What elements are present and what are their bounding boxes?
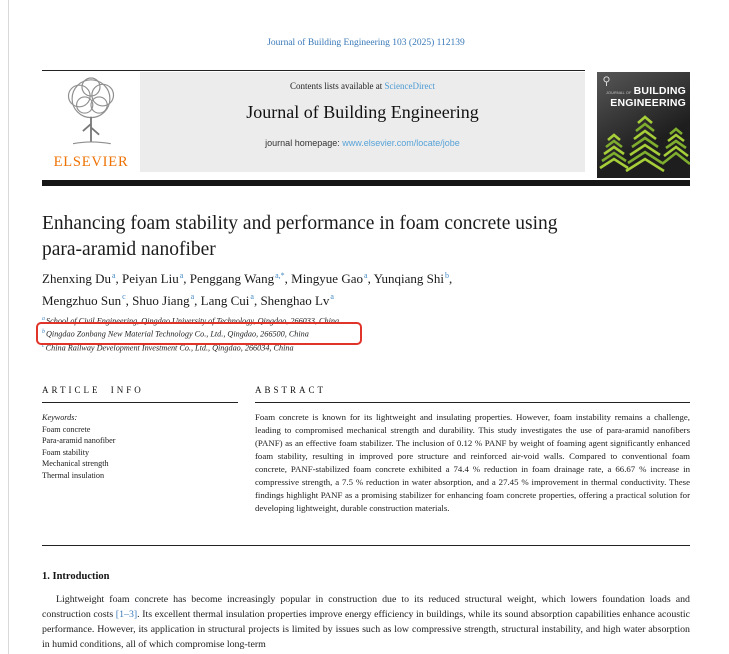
masthead-center-box bbox=[140, 72, 585, 172]
author-row-2 bbox=[42, 288, 682, 309]
journal-masthead bbox=[42, 70, 690, 186]
author: Yunqiang Shi$^b$, bbox=[373, 271, 453, 287]
contents-line bbox=[140, 81, 585, 91]
abstract-column bbox=[255, 385, 690, 515]
author: Peiyan Liu$^a$, bbox=[122, 271, 190, 287]
cover-tree-icon bbox=[597, 113, 690, 175]
abstract-text: Foam concrete is known for its lightweight and insulating properties. However, foam instability remains a challenge, leading to compromised mechanical strength and durability. This study investigates the use of para-aramid nanofibers (PANF) as an effective foam stabilizer. The inclusion of 0.12 % PANF by weight of foaming agent significantly enhanced foam stability, resulting in improved pore structure and reinforced air-void walls. Compared to conventional foam concrete, PANF-stabilized foam concrete exhibited a 74.4 % reduction in foam drainage rate, a 66.67 % increase in compressive strength, a 7.5 % reduction in water absorption, and a 27.45 % improvement in thermal conductivity. These findings highlight PANF as a promising stabilizer for enhancing foam concrete properties, offering a practical solution for developing lightweight, durable construction materials. bbox=[255, 412, 690, 514]
keyword: Foam stability bbox=[42, 447, 90, 457]
homepage-link[interactable]: www.elsevier.com/locate/jobe bbox=[342, 138, 460, 148]
elsevier-wordmark: ELSEVIER bbox=[53, 154, 129, 170]
author-affiliation-sup: a bbox=[364, 271, 368, 280]
sciencedirect-link[interactable]: ScienceDirect bbox=[384, 81, 435, 91]
author-row-1 bbox=[42, 267, 682, 288]
author: Penggang Wang$^{a,*}$, bbox=[189, 271, 292, 287]
keyword: Foam concrete bbox=[42, 424, 91, 434]
article-info-rule bbox=[42, 402, 238, 403]
introduction-heading: 1. Introduction bbox=[42, 571, 110, 582]
article-title-line1: Enhancing foam stability and performance in foam concrete using bbox=[42, 213, 558, 234]
intro-text-before: Lightweight foam concrete has become increasingly popular in construction due to its reduced structural weight, which lowers foundation loads and construction costs bbox=[42, 594, 690, 620]
keyword: Thermal insulation bbox=[42, 470, 105, 480]
author-affiliation-sup: a bbox=[179, 271, 184, 280]
citation-link[interactable]: [1–3] bbox=[115, 609, 138, 620]
author-list bbox=[42, 267, 682, 310]
abstract-rule bbox=[255, 402, 690, 403]
affiliation-row: $^b$Qingdao Zonbang New Material Technology Co., Ltd., Qingdao, 266500, China bbox=[42, 329, 309, 340]
author-affiliation-sup: a bbox=[330, 292, 334, 302]
keyword: Para-aramid nanofiber bbox=[42, 436, 116, 446]
author-affiliation-sup: b bbox=[445, 271, 450, 280]
keyword: Mechanical strength bbox=[42, 459, 109, 469]
abstract-bottom-rule bbox=[42, 545, 690, 546]
cover-title bbox=[606, 85, 686, 108]
keywords-list bbox=[42, 424, 238, 482]
author: Zhenxing Du$^a$, bbox=[42, 271, 123, 287]
journal-title: Journal of Building Engineering bbox=[246, 102, 479, 122]
author: Mengzhuo Sun$^c$, bbox=[42, 292, 133, 308]
author-affiliation-sup: a bbox=[111, 271, 116, 280]
cover-title-line2: ENGINEERING bbox=[610, 97, 686, 109]
author-affiliation-sup: a bbox=[250, 292, 254, 302]
journal-cover bbox=[597, 72, 690, 178]
abstract-header: ABSTRACT bbox=[255, 385, 327, 395]
contents-prefix: Contents lists available at bbox=[290, 81, 383, 91]
author: Shenghao Lv$^a$ bbox=[260, 292, 334, 308]
author-affiliation-sup: a,* bbox=[275, 271, 285, 280]
running-head: Journal of Building Engineering 103 (2025) 112139 bbox=[267, 38, 465, 48]
cover-title-line1: BUILDING bbox=[633, 85, 686, 97]
author-affiliation-sup: a bbox=[190, 292, 195, 302]
author: Lang Cui$^a$, bbox=[200, 292, 261, 308]
red-highlight-annotation bbox=[36, 322, 362, 345]
page-edge-line bbox=[8, 0, 9, 654]
article-title-line2: para-aramid nanofiber bbox=[42, 239, 216, 260]
article-info-column bbox=[42, 385, 238, 481]
keywords-label: Keywords: bbox=[42, 413, 78, 423]
affiliation-row: $^a$School of Civil Engineering, Qingdao University of Technology, Qingdao, 266033, China bbox=[42, 316, 340, 326]
homepage-line bbox=[140, 138, 585, 148]
author: Mingyue Gao$^a$, bbox=[291, 271, 374, 287]
affiliation-row: $^c$China Railway Development Investment Co., Ltd., Qingdao, 266034, China bbox=[42, 342, 294, 353]
masthead-top-rule bbox=[42, 70, 585, 71]
article-title bbox=[42, 211, 672, 263]
homepage-prefix: journal homepage: bbox=[265, 138, 340, 148]
elsevier-logo bbox=[42, 73, 140, 177]
author-affiliation-sup: c bbox=[122, 292, 126, 302]
cover-kicker: JOURNAL OF bbox=[606, 91, 632, 95]
introduction-paragraph bbox=[42, 592, 690, 652]
author: Shuo Jiang$^a$, bbox=[132, 292, 201, 308]
intro-text-after: . Its excellent thermal insulation properties improve energy efficiency in buildings, while its sound absorption capabilities enhance acoustic performance. However, its application in structural projects is limited by issues such as low compressive strength, structural instability, and high water absorption in humid conditions, all of which compromise long-term bbox=[42, 609, 690, 650]
masthead-bottom-bar bbox=[42, 180, 690, 186]
elsevier-tree-icon bbox=[55, 75, 127, 153]
article-info-header: ARTICLE INFO bbox=[42, 385, 144, 395]
